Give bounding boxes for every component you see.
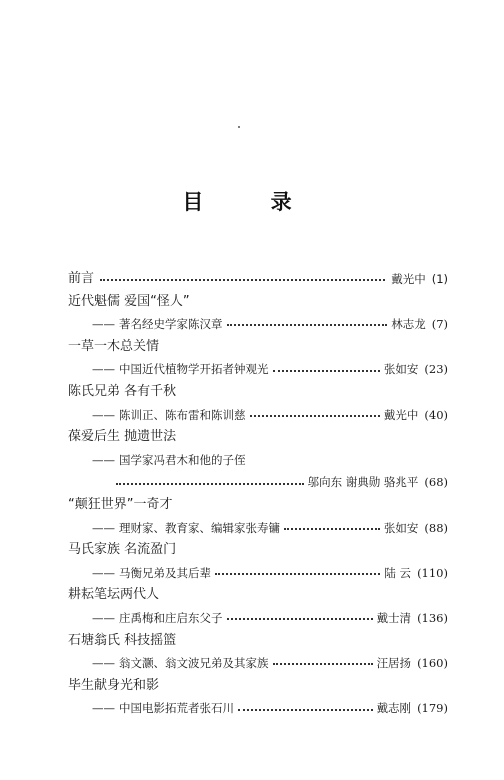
toc-page-number: (1) bbox=[431, 272, 448, 286]
toc-entry-authorline[interactable] bbox=[68, 471, 448, 494]
toc-subtitle: 马衡兄弟及其后辈 bbox=[119, 565, 211, 580]
dot-leader bbox=[284, 528, 380, 530]
dash: —— bbox=[92, 452, 115, 467]
dot-leader bbox=[273, 663, 373, 665]
toc-author: 戴志刚 bbox=[376, 701, 412, 716]
toc-subtitle: 陈训正、陈布雷和陈训慈 bbox=[119, 407, 246, 422]
toc-entry-subline[interactable] bbox=[68, 697, 448, 720]
toc-subtitle: 翁文灏、翁文波兄弟及其家族 bbox=[119, 656, 269, 671]
toc-author: 戴光中 bbox=[383, 407, 419, 422]
toc-author: 戴光中 bbox=[391, 272, 426, 286]
toc-subtitle: 国学家冯君木和他的子侄 bbox=[119, 452, 246, 467]
toc-entry-preface[interactable] bbox=[68, 268, 448, 291]
toc-page-number: (23) bbox=[424, 362, 448, 377]
dash: —— bbox=[92, 656, 115, 671]
toc-heading[interactable]: 毕生献身光和影 bbox=[68, 677, 160, 693]
toc-page-number: (110) bbox=[417, 565, 448, 580]
dash: —— bbox=[92, 701, 115, 716]
toc-subtitle: 中国近代植物学开拓者钟观光 bbox=[119, 362, 269, 377]
toc-page-number: (160) bbox=[417, 656, 448, 671]
toc-entry-subline[interactable] bbox=[68, 562, 448, 585]
dot-leader bbox=[227, 618, 373, 620]
toc-page-number: (88) bbox=[424, 520, 448, 535]
toc-subtitle: 著名经史学家陈汉章 bbox=[119, 317, 223, 332]
toc-author: 汪居扬 bbox=[376, 656, 412, 671]
toc-page-number: (179) bbox=[417, 701, 448, 716]
toc-heading[interactable]: “颠狂世界”一奇才 bbox=[68, 496, 173, 512]
toc-subtitle: 中国电影拓荒者张石川 bbox=[119, 701, 234, 716]
dash: —— bbox=[92, 610, 115, 625]
toc-entry-subline[interactable] bbox=[68, 607, 448, 630]
toc-subtitle: 理财家、教育家、编辑家张寿镛 bbox=[119, 520, 280, 535]
toc-author: 戴士清 bbox=[376, 610, 412, 625]
toc-heading[interactable]: 陈氏兄弟 各有千秋 bbox=[68, 383, 177, 399]
toc-entry-subline[interactable] bbox=[68, 652, 448, 675]
toc-author: 张如安 bbox=[383, 362, 419, 377]
toc-heading: 前言 bbox=[68, 271, 95, 286]
dot-leader bbox=[100, 279, 385, 281]
toc-page-number: (136) bbox=[417, 610, 448, 625]
toc-entry-subline[interactable] bbox=[68, 313, 448, 336]
toc-heading[interactable]: 耕耘笔坛两代人 bbox=[68, 587, 160, 603]
dot-leader bbox=[238, 709, 373, 711]
toc-page-number: (7) bbox=[431, 317, 448, 332]
dot-leader bbox=[227, 324, 388, 326]
toc-page-number: (40) bbox=[424, 407, 448, 422]
toc-entry-subline[interactable] bbox=[68, 449, 448, 472]
dash: —— bbox=[92, 407, 115, 422]
dash: —— bbox=[92, 317, 115, 332]
toc-entry-subline[interactable] bbox=[68, 517, 448, 540]
table-of-contents bbox=[68, 268, 448, 720]
toc-entry-subline[interactable] bbox=[68, 358, 448, 381]
toc-author: 邬向东 谢典勋 骆兆平 bbox=[307, 475, 419, 490]
dash: —— bbox=[92, 520, 115, 535]
toc-subtitle: 庄禹梅和庄启东父子 bbox=[119, 610, 223, 625]
dash: —— bbox=[92, 565, 115, 580]
page-title: 目 录 bbox=[182, 190, 322, 214]
toc-author: 陆 云 bbox=[384, 565, 412, 580]
toc-heading[interactable]: 石塘翁氏 科技摇篮 bbox=[68, 632, 177, 648]
toc-entry-subline[interactable] bbox=[68, 404, 448, 427]
toc-author: 张如安 bbox=[383, 520, 419, 535]
page-speck bbox=[238, 126, 240, 128]
toc-heading[interactable]: 一草一木总关情 bbox=[68, 338, 160, 354]
dot-leader bbox=[116, 483, 304, 485]
dash: —— bbox=[92, 362, 115, 377]
toc-heading[interactable]: 葆爱后生 抛遗世法 bbox=[68, 429, 177, 445]
dot-leader bbox=[273, 370, 380, 372]
toc-author: 林志龙 bbox=[391, 317, 426, 332]
toc-heading[interactable]: 马氏家族 名流盈门 bbox=[68, 542, 177, 558]
toc-page-number: (68) bbox=[424, 475, 448, 490]
dot-leader bbox=[250, 415, 380, 417]
dot-leader bbox=[215, 573, 380, 575]
toc-heading[interactable]: 近代魁儒 爱国“怪人” bbox=[68, 293, 190, 309]
